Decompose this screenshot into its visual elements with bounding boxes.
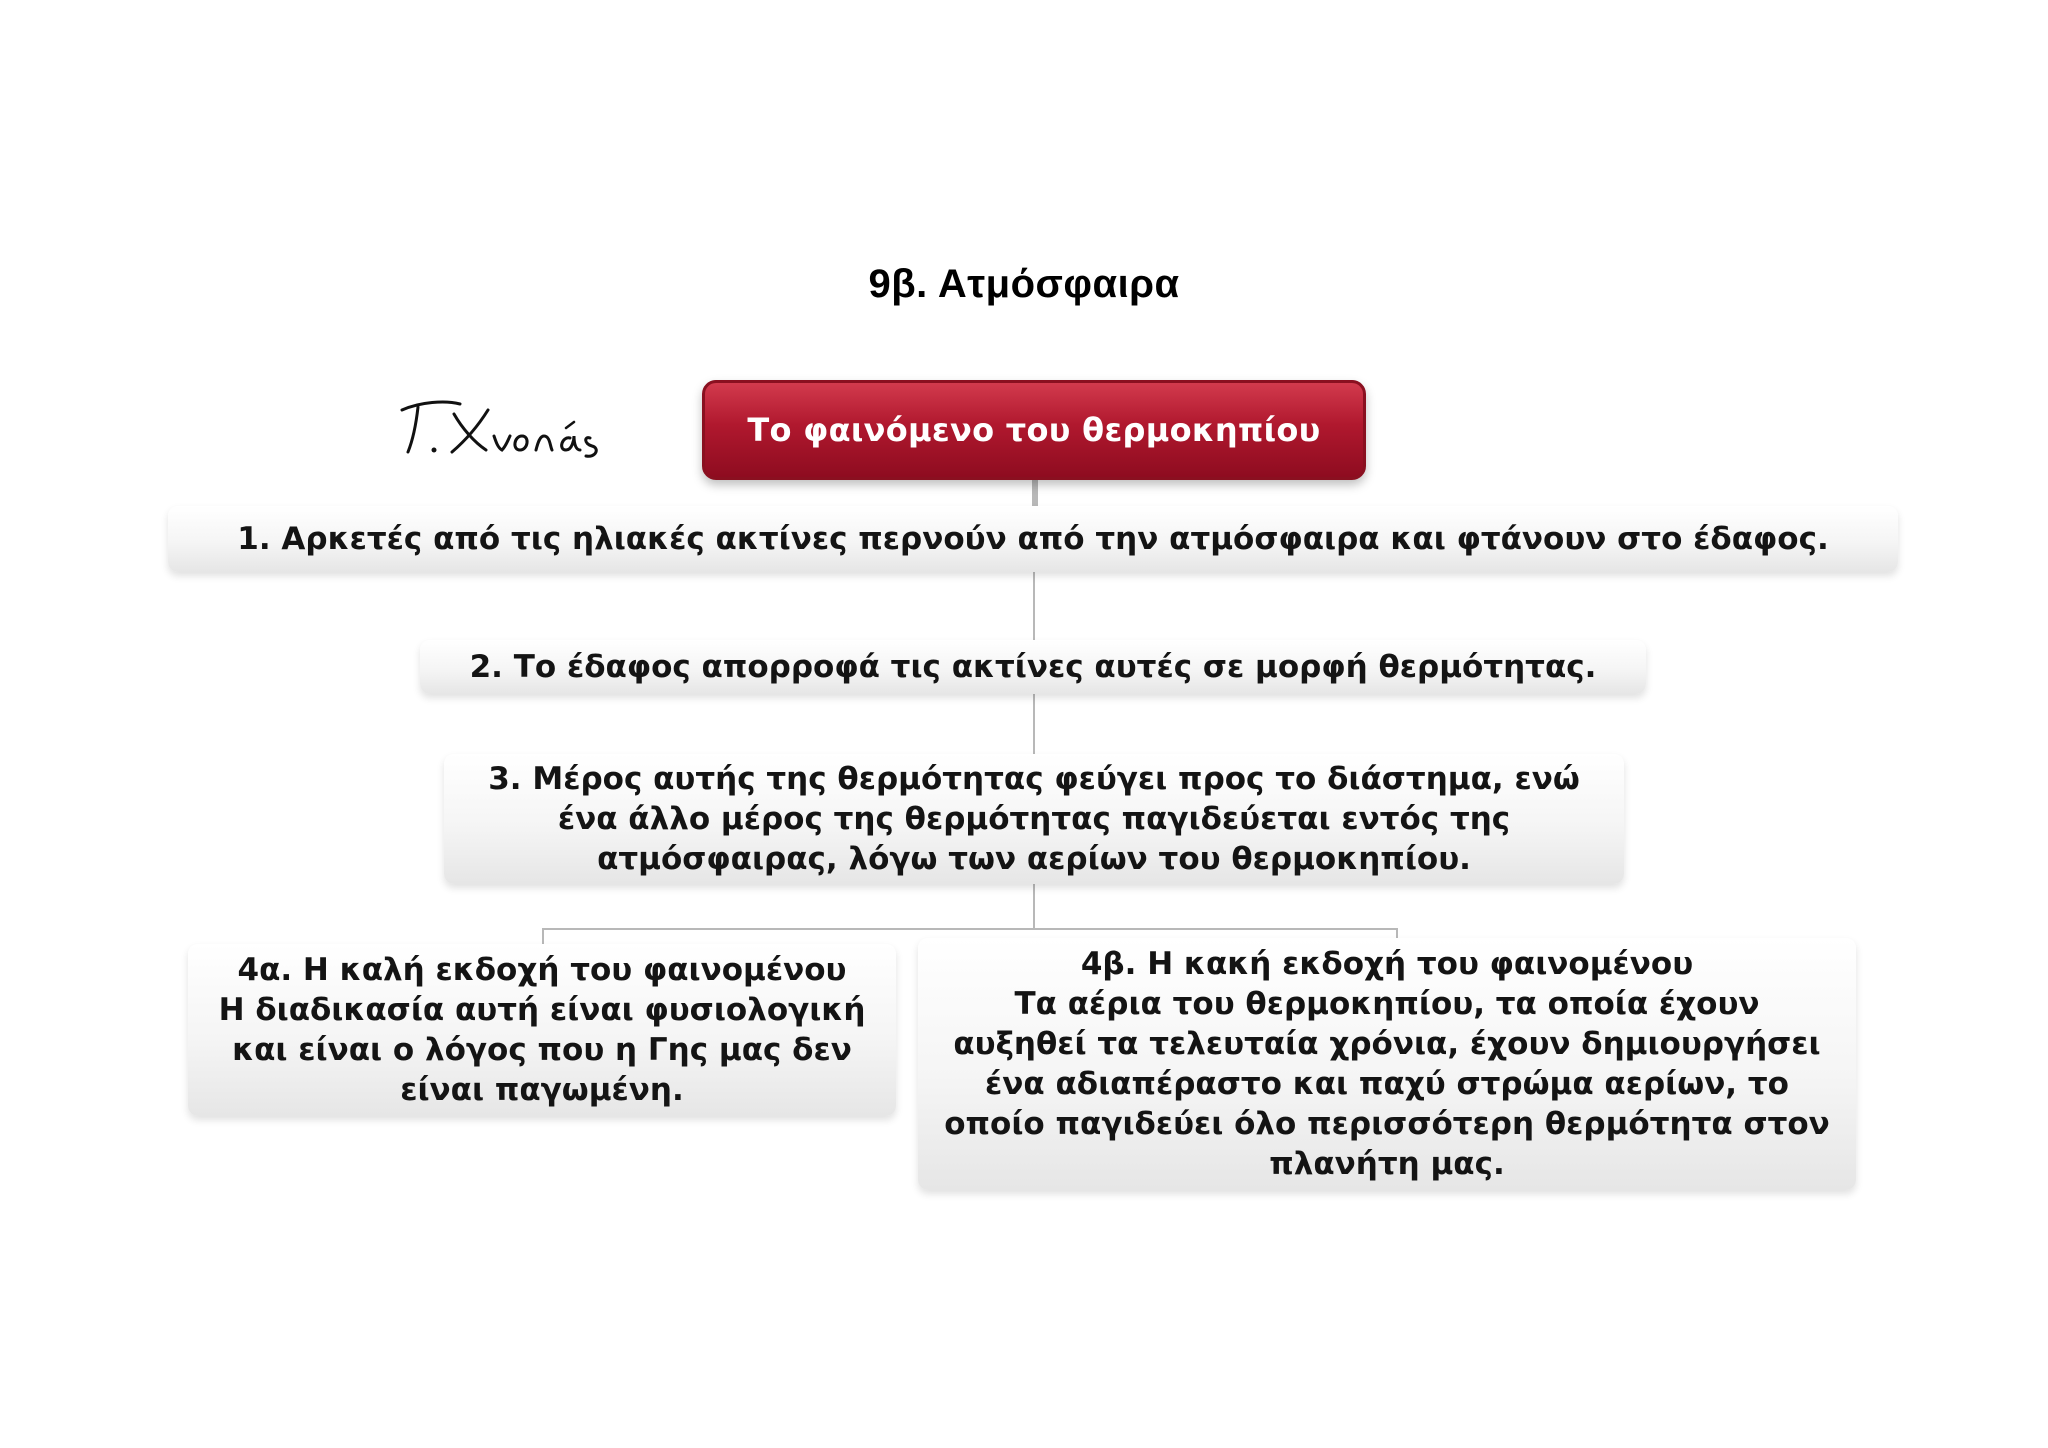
branch-4a-line-3: και είναι ο λόγος που η Γης μας δεν bbox=[232, 1032, 852, 1068]
step-3-line-1: 3. Μέρος αυτής της θερμότητας φεύγει προς το διάστημα, ενώ bbox=[488, 761, 1580, 797]
step-3-node bbox=[444, 754, 1624, 884]
branch-4a-node bbox=[188, 944, 896, 1116]
branch-4b-node bbox=[918, 938, 1856, 1190]
connector-root-step1 bbox=[1032, 480, 1038, 506]
branch-4b-line-4: ένα αδιαπέραστο και παχύ στρώμα αερίων, το bbox=[985, 1066, 1789, 1102]
branch-4b-line-2: Τα αέρια του θερμοκηπίου, τα οποία έχουν bbox=[1014, 986, 1760, 1022]
branch-4a-line-4: είναι παγωμένη. bbox=[400, 1072, 684, 1108]
connector-step2-step3 bbox=[1033, 692, 1035, 754]
step-3-line-2: ένα άλλο μέρος της θερμότητας παγιδεύεται εντός της bbox=[557, 801, 1511, 837]
branch-4b-line-6: πλανήτη μας. bbox=[1269, 1146, 1505, 1182]
root-node-greenhouse-effect: Το φαινόμενο του θερμοκηπίου bbox=[702, 380, 1366, 480]
connector-branch-right bbox=[1396, 928, 1398, 938]
connector-branch-left bbox=[542, 928, 544, 944]
branch-4b-line-5: οποίο παγιδεύει όλο περισσότερη θερμότητα στον bbox=[944, 1106, 1830, 1142]
page-title: 9β. Ατμόσφαιρα bbox=[868, 262, 1180, 306]
branch-4a-line-2: Η διαδικασία αυτή είναι φυσιολογική bbox=[218, 992, 866, 1028]
step-2-text: 2. Το έδαφος απορροφά τις ακτίνες αυτές σε μορφή θερμότητας. bbox=[469, 649, 1597, 685]
branch-4a-title: 4α. Η καλή εκδοχή του φαινομένου bbox=[237, 952, 847, 988]
branch-4b-line-3: αυξηθεί τα τελευταία χρόνια, έχουν δημιουργήσει bbox=[953, 1026, 1821, 1062]
branch-4b-title: 4β. Η κακή εκδοχή του φαινομένου bbox=[1080, 946, 1694, 982]
signature bbox=[390, 380, 620, 470]
connector-step1-step2 bbox=[1033, 572, 1035, 640]
step-3-line-3: ατμόσφαιρας, λόγω των αερίων του θερμοκηπίου. bbox=[597, 841, 1471, 877]
connector-branch-bar bbox=[542, 928, 1398, 930]
step-1-text: 1. Αρκετές από τις ηλιακές ακτίνες περνούν από την ατμόσφαιρα και φτάνουν στο έδαφος. bbox=[237, 521, 1829, 557]
step-2-node bbox=[420, 640, 1646, 694]
connector-step3-down bbox=[1033, 884, 1035, 930]
step-1-node bbox=[168, 506, 1898, 572]
